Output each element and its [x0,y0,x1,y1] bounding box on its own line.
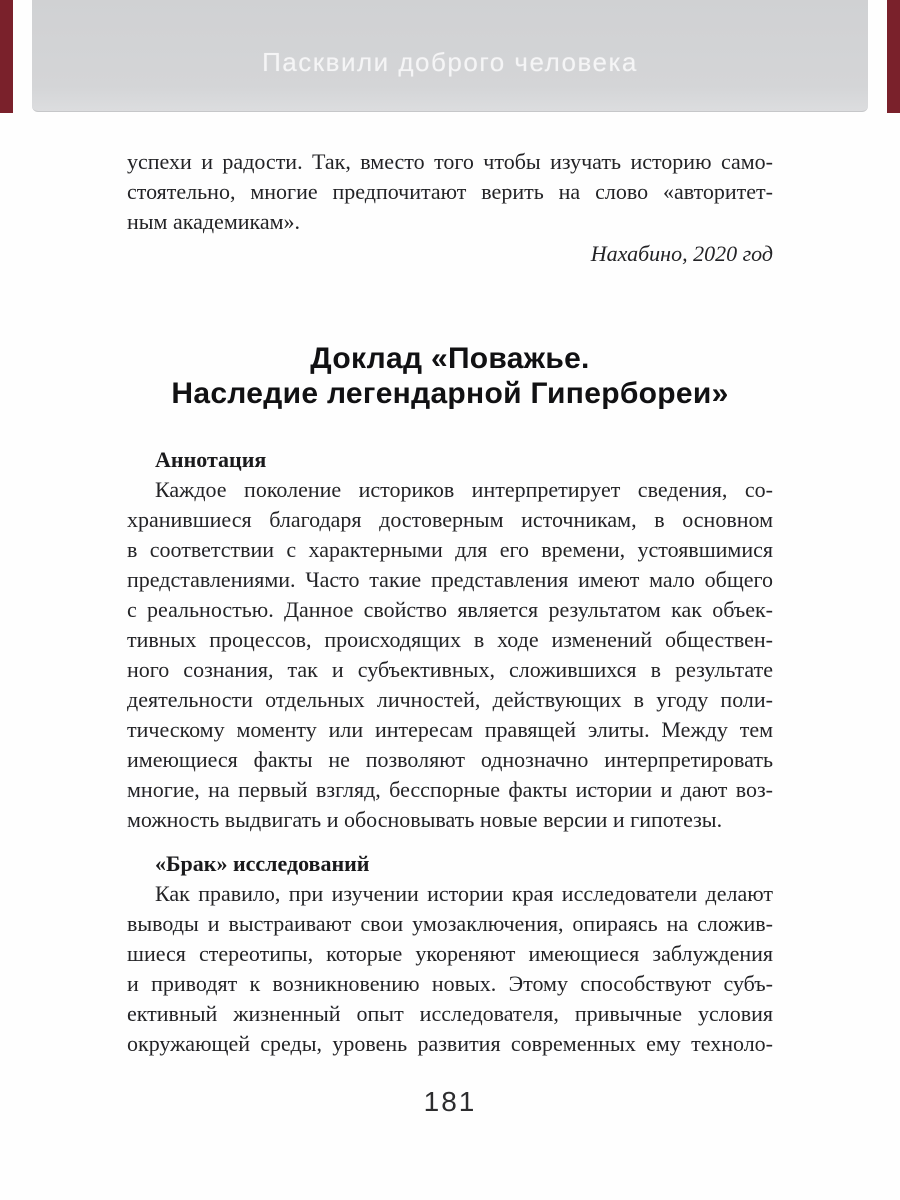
text-line: Каждое поколение историков интерпретирует сведения, со- [155,477,773,502]
text-line: успехи и радости. Так, вместо того чтобы изучать историю само- [127,149,773,174]
text-line: можность выдвигать и обосновывать новые версии и гипотезы. [127,807,723,832]
text-line: окружающей среды, уровень развития современных ему техноло- [127,1031,773,1056]
text-line: представлениями. Часто такие представления имеют мало общего [127,567,773,592]
text-line: Как правило, при изучении истории края исследователи делают [155,881,773,906]
text-line: выводы и выстраивают свои умозаключения, опираясь на сложив- [127,911,773,936]
paragraph-research-flaws [127,879,773,1059]
running-header-title: Пасквили доброго человека [262,47,638,77]
paragraph-continuation [127,147,773,237]
cover-edge-right [887,0,900,113]
text-line: ным академикам». [127,209,301,234]
text-line: с реальностью. Данное свойство является результатом как объек- [127,597,773,622]
text-column [127,0,773,1059]
text-line: многие, на первый взгляд, бесспорные факты истории и дают воз- [127,777,773,802]
report-title-line-1: Доклад «Поважье. [310,342,590,375]
text-line: имеющиеся факты не позволяют однозначно интерпретировать [127,747,773,772]
report-title-line-2: Наследие легендарной Гипербореи» [171,377,729,410]
text-line: стоятельно, многие предпочитают верить на слово «авторитет- [127,179,773,204]
text-line: и приводят к возникновению новых. Этому способствуют субъ- [127,971,773,996]
text-line: ективный жизненный опыт исследователя, привычные условия [127,1001,773,1026]
text-line: тическому моменту или интересам правящей элиты. Между тем [127,717,773,742]
cover-edge-left [0,0,13,113]
dateline: Нахабино, 2020 год [590,241,773,266]
paragraph-annotation [127,475,773,835]
text-line: тивных процессов, происходящих в ходе изменений обществен- [127,627,773,652]
text-line: шиеся стереотипы, которые укореняют имеющиеся заблуждения [127,941,773,966]
section-heading-annotation: Аннотация [155,447,267,472]
text-line: ного сознания, так и субъективных, сложившихся в результате [127,657,773,682]
page-number: 181 [423,1086,477,1117]
text-line: в соответствии с характерными для его времени, устоявшимися [127,537,773,562]
text-line: хранившиеся благодаря достоверным источникам, в основном [127,507,773,532]
report-title [127,341,773,411]
text-line: деятельности отдельных личностей, действующих в угоду поли- [127,687,773,712]
section-heading-research-flaws: «Брак» исследований [155,851,370,876]
